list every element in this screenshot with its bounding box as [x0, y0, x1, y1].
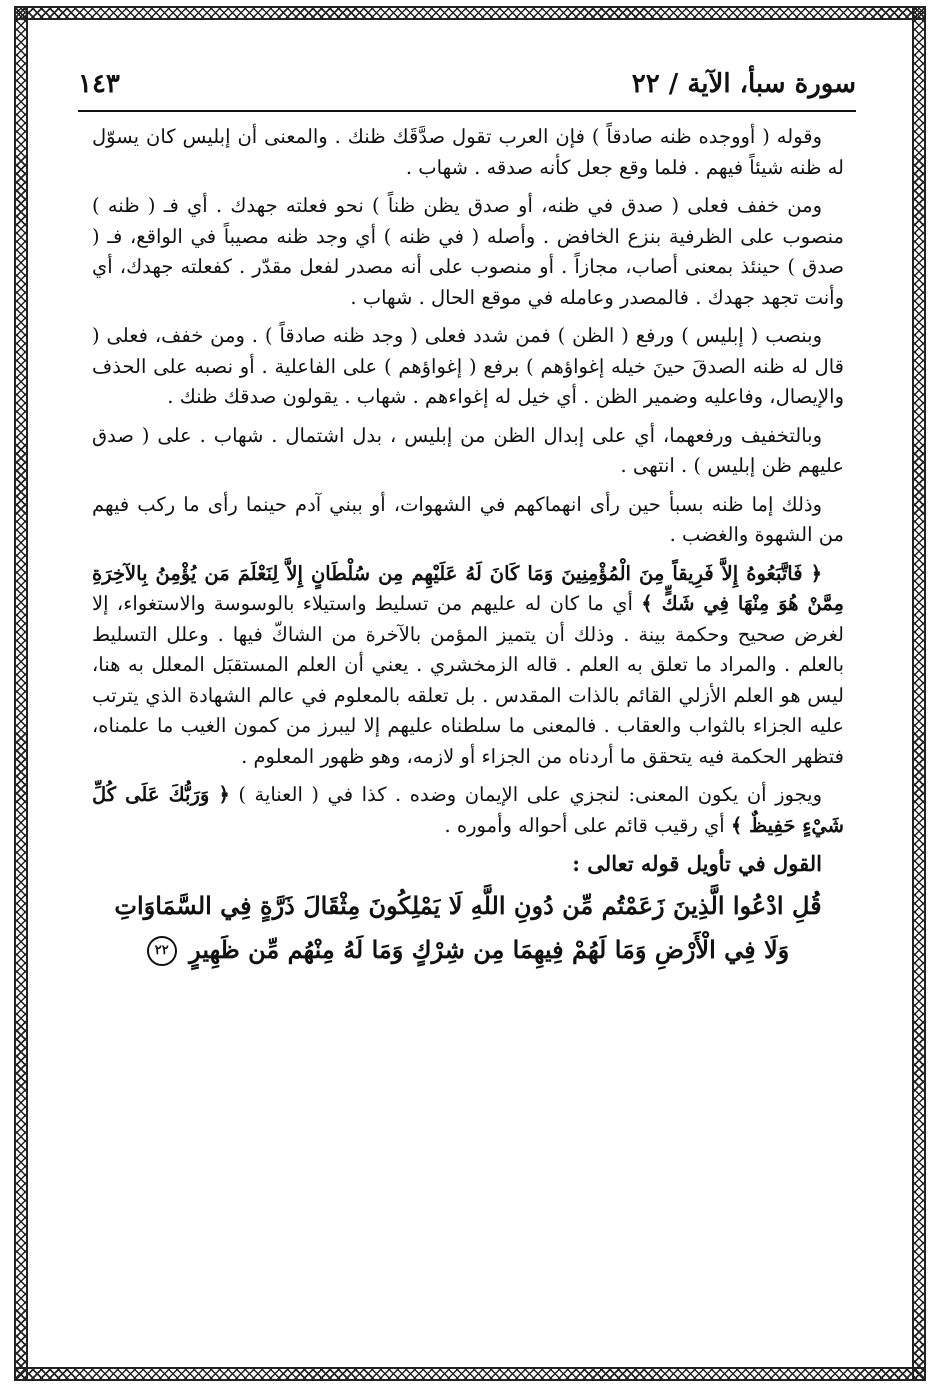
quran-block [92, 884, 844, 972]
quran-verse: ﴿ فَاتَّبَعُوهُ إِلاَّ فَرِيقاً مِنَ الْمُؤْمِنِينَ وَمَا كَانَ لَهُ عَلَيْهِم مِن سُلْطَانٍ إِلاَّ لِنَعْلَمَ مَن يُؤْمِنُ بِالآخِرَةِ مِمَّنْ هُوَ مِنْهَا فِي شَكٍّ ﴾ [92, 561, 844, 615]
section-heading: القول في تأويل قوله تعالى : [572, 851, 822, 876]
page-body [92, 122, 844, 972]
page-header [78, 58, 856, 112]
paragraph: ومن خفف فعلى ( صدق في ظنه، أو صدق يظن ظناً ) نحو فعلته جهدك . أي فـ ( ظنه ) منصوب على الظرفية بنزع الخافض . وأصله ( في ظنه ) أي وجد ظنه مصيباً في الواقع، فـ ( صدق ) حينئذ بمعنى أصاب، مجازاً . أو منصوب على أنه مصدر لفعل مقدّر . كفعلته جهدك، أي وأنت تجهد جهدك . فالمصدر وعامله في موقع الحال . شهاب . [92, 194, 844, 309]
closing-commentary: أي رقيب قائم على أحواله وأموره . [444, 813, 731, 837]
decorative-border-bottom [14, 1367, 926, 1381]
quran-verse: ﴿ وَرَبُّكَ عَلَى كُلِّ شَيْءٍ حَفِيظٌ ﴾ [92, 783, 844, 837]
decorative-border-right [912, 6, 926, 1381]
paragraph: وبالتخفيف ورفعهما، أي على إبدال الظن من إبليس ، بدل اشتمال . شهاب . على ( صدق عليهم ظن إبليس ) . انتهى . [92, 423, 844, 477]
decorative-border-top [14, 6, 926, 20]
closing-text: ويجوز أن يكون المعنى: لنجزي على الإيمان وضده . كذا في ( العناية ) [238, 783, 823, 806]
closing-paragraph [92, 780, 844, 841]
decorative-border-left [14, 6, 28, 1381]
quran-line-2 [92, 928, 844, 972]
surah-title: سورة سبأ، الآية / ٢٢ [631, 69, 856, 99]
ayah-number-marker: ٢٢ [147, 936, 177, 966]
paragraph: وذلك إما ظنه بسبأ حين رأى انهماكهم في الشهوات، أو ببني آدم حينما رأى ما ركب فيهم من الشهوة والغضب . [92, 492, 844, 546]
paragraph: وبنصب ( إبليس ) ورفع ( الظن ) فمن شدد فعلى ( وجد ظنه صادقاً ) . ومن خفف، فعلى ( قال له ظنه الصدقَ حينَ خيله إغواؤهم ) برفع ( إغواؤهم ) على الفاعلية . أو نصبه على الحذف والإيصال، وفاعليه وضمير الظن . أي خيل له إغواءهم . شهاب . يقولون صدقك ظنك . [92, 324, 844, 408]
quran-line-1: قُلِ ادْعُوا الَّذِينَ زَعَمْتُم مِّن دُونِ اللَّهِ لَا يَمْلِكُونَ مِثْقَالَ ذَرَّةٍ فِي السَّمَاوَاتِ [114, 890, 822, 920]
page-number: ١٤٣ [78, 69, 120, 99]
verse-commentary: أي ما كان له عليهم من تسليط واستيلاء بالوسوسة والاستغواء، إلا لغرض صحيح وحكمة بينة . وذلك أن يتميز المؤمن بالآخرة من الشاكّ فيها . وعلل التسليط بالعلم . والمراد ما تعلق به العلم . قاله الزمخشري . يعني أن العلم المستقبَل المعلل به هنا، ليس هو العلم الأزلي القائم بالذات المقدس . بل تعلقه بالمعلوم في عالم الشهادة الذي يترتب عليه الجزاء بالثواب والعقاب . فالمعنى ما سلطناه عليهم إلا ليبرز من كمون الغيب ما علمناه، فتظهر الحكمة فيه يتحقق ما أردناه من الجزاء أو لازمه، وهو ظهور المعلوم . [92, 592, 844, 768]
quran-line-2-text: وَلَا فِي الْأَرْضِ وَمَا لَهُمْ فِيهِمَا مِن شِرْكٍ وَمَا لَهُ مِنْهُم مِّن ظَهِيرٍ [189, 934, 790, 964]
verse-paragraph [92, 559, 844, 773]
paragraph: وقوله ( أووجده ظنه صادقاً ) فإن العرب تقول صدَّقَك ظنك . والمعنى أن إبليس كان يسوّل له ظنه شيئاً فيهم . فلما وقع جعل كأنه صدقه . شهاب . [92, 125, 844, 179]
